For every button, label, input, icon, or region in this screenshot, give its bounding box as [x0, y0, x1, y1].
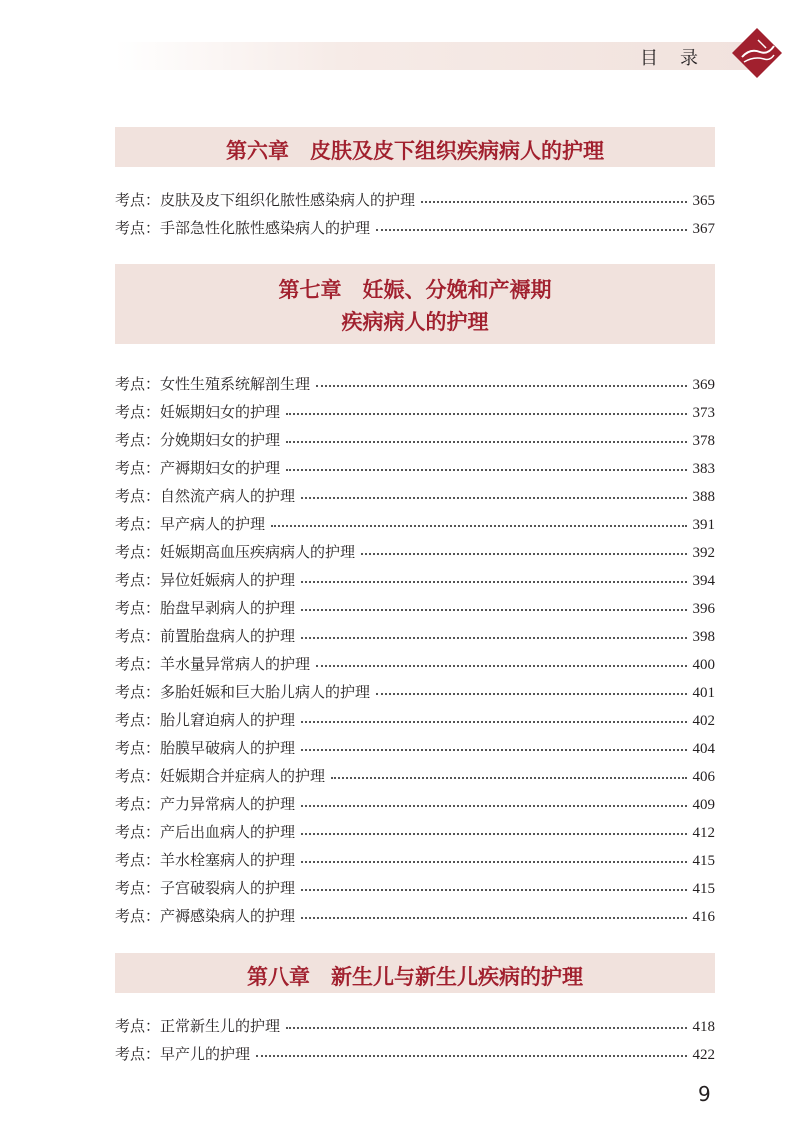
- toc-entry[interactable]: [115, 764, 715, 788]
- toc-entry-page: 388: [692, 489, 715, 505]
- toc-leader-dots: [421, 201, 686, 203]
- toc-entry[interactable]: [115, 596, 715, 620]
- toc-entry-label: 考点：产褥感染病人的护理: [115, 907, 296, 925]
- toc-entry[interactable]: [115, 484, 715, 508]
- toc-entry-label: 考点：产褥期妇女的护理: [115, 459, 281, 477]
- chapter-heading: [115, 953, 715, 993]
- toc-entry-page: 409: [692, 797, 715, 813]
- toc-leader-dots: [331, 777, 686, 779]
- toc-leader-dots: [301, 581, 686, 583]
- toc-entry-page: 373: [692, 405, 715, 421]
- toc-leader-dots: [301, 497, 686, 499]
- toc-entry[interactable]: [115, 652, 715, 676]
- toc-entry[interactable]: [115, 876, 715, 900]
- toc-entry-label: 考点：前置胎盘病人的护理: [115, 627, 296, 645]
- toc-entry-page: 383: [692, 461, 715, 477]
- chapter-title-line: 第七章 妊娠、分娩和产褥期: [278, 277, 552, 302]
- toc-leader-dots: [286, 413, 686, 415]
- toc-entry-page: 391: [692, 517, 715, 533]
- toc-entry-page: 394: [692, 573, 715, 589]
- toc-entry-page: 404: [692, 741, 715, 757]
- toc-entry-label: 考点：正常新生儿的护理: [115, 1017, 281, 1035]
- toc-entry-page: 406: [692, 769, 715, 785]
- toc-leader-dots: [316, 665, 686, 667]
- toc-entry[interactable]: [115, 904, 715, 928]
- toc-entry[interactable]: [115, 400, 715, 424]
- toc-entry[interactable]: [115, 624, 715, 648]
- toc-entry-label: 考点：胎儿窘迫病人的护理: [115, 711, 296, 729]
- toc-entry-page: 412: [692, 825, 715, 841]
- toc-entry[interactable]: [115, 216, 715, 240]
- toc-leader-dots: [301, 917, 686, 919]
- toc-leader-dots: [286, 469, 686, 471]
- toc-entry-page: 396: [692, 601, 715, 617]
- toc-entry-page: 398: [692, 629, 715, 645]
- toc-leader-dots: [301, 889, 686, 891]
- toc-leader-dots: [256, 1055, 686, 1057]
- toc-leader-dots: [286, 1027, 686, 1029]
- toc-entry-label: 考点：自然流产病人的护理: [115, 487, 296, 505]
- publisher-logo-icon: [730, 26, 784, 80]
- toc-entry[interactable]: [115, 428, 715, 452]
- toc-entry-page: 422: [692, 1047, 715, 1063]
- toc-leader-dots: [301, 609, 686, 611]
- toc-entry-label: 考点：羊水栓塞病人的护理: [115, 851, 296, 869]
- toc-entry-label: 考点：产力异常病人的护理: [115, 795, 296, 813]
- toc-entry-label: 考点：子宫破裂病人的护理: [115, 879, 296, 897]
- toc-entry-label: 考点：妊娠期合并症病人的护理: [115, 767, 326, 785]
- chapter-title-line: 第六章 皮肤及皮下组织疾病病人的护理: [226, 138, 604, 163]
- toc-entry-page: 367: [692, 221, 715, 237]
- toc-entry-label: 考点：多胎妊娠和巨大胎儿病人的护理: [115, 683, 371, 701]
- toc-entry[interactable]: [115, 456, 715, 480]
- toc-leader-dots: [301, 637, 686, 639]
- toc-entry[interactable]: [115, 848, 715, 872]
- toc-entry[interactable]: [115, 188, 715, 212]
- toc-entry[interactable]: [115, 1014, 715, 1038]
- toc-entry-page: 392: [692, 545, 715, 561]
- toc-entry-label: 考点：产后出血病人的护理: [115, 823, 296, 841]
- toc-entry-page: 400: [692, 657, 715, 673]
- toc-entry-label: 考点：异位妊娠病人的护理: [115, 571, 296, 589]
- toc-entry[interactable]: [115, 1042, 715, 1066]
- toc-entry-label: 考点：胎膜早破病人的护理: [115, 739, 296, 757]
- toc-entry-page: 401: [692, 685, 715, 701]
- toc-leader-dots: [301, 861, 686, 863]
- toc-entry-label: 考点：妊娠期妇女的护理: [115, 403, 281, 421]
- toc-entry-page: 365: [692, 193, 715, 209]
- toc-leader-dots: [316, 385, 686, 387]
- toc-leader-dots: [376, 693, 686, 695]
- toc-entry-label: 考点：皮肤及皮下组织化脓性感染病人的护理: [115, 191, 416, 209]
- page-number: 9: [698, 1082, 711, 1106]
- header-title: 目录: [640, 48, 720, 69]
- toc-entry-page: 416: [692, 909, 715, 925]
- toc-entry-label: 考点：早产儿的护理: [115, 1045, 251, 1063]
- toc-entry[interactable]: [115, 540, 715, 564]
- toc-entry-page: 402: [692, 713, 715, 729]
- chapter-title-line: 疾病病人的护理: [341, 309, 489, 334]
- toc-entry-label: 考点：羊水量异常病人的护理: [115, 655, 311, 673]
- toc-entry-label: 考点：妊娠期高血压疾病病人的护理: [115, 543, 356, 561]
- chapter-title-line: 第八章 新生儿与新生儿疾病的护理: [247, 964, 583, 989]
- toc-leader-dots: [301, 833, 686, 835]
- toc-leader-dots: [301, 749, 686, 751]
- toc-leader-dots: [376, 229, 686, 231]
- toc-leader-dots: [271, 525, 686, 527]
- toc-entry[interactable]: [115, 792, 715, 816]
- toc-entry-page: 415: [692, 881, 715, 897]
- toc-entry[interactable]: [115, 568, 715, 592]
- toc-entry-label: 考点：女性生殖系统解剖生理: [115, 375, 311, 393]
- toc-leader-dots: [361, 553, 686, 555]
- chapter-heading: [115, 264, 715, 344]
- chapter-heading: [115, 127, 715, 167]
- toc-leader-dots: [301, 805, 686, 807]
- toc-leader-dots: [301, 721, 686, 723]
- toc-entry-label: 考点：早产病人的护理: [115, 515, 266, 533]
- toc-entry[interactable]: [115, 820, 715, 844]
- toc-entry[interactable]: [115, 708, 715, 732]
- toc-entry[interactable]: [115, 512, 715, 536]
- toc-entry-page: 378: [692, 433, 715, 449]
- toc-entry[interactable]: [115, 680, 715, 704]
- toc-entry-label: 考点：分娩期妇女的护理: [115, 431, 281, 449]
- toc-entry-label: 考点：胎盘早剥病人的护理: [115, 599, 296, 617]
- toc-entry-label: 考点：手部急性化脓性感染病人的护理: [115, 219, 371, 237]
- toc-entry-page: 415: [692, 853, 715, 869]
- toc-entry[interactable]: [115, 736, 715, 760]
- toc-entry-page: 369: [692, 377, 715, 393]
- toc-entry-page: 418: [692, 1019, 715, 1035]
- toc-entry[interactable]: [115, 372, 715, 396]
- toc-leader-dots: [286, 441, 686, 443]
